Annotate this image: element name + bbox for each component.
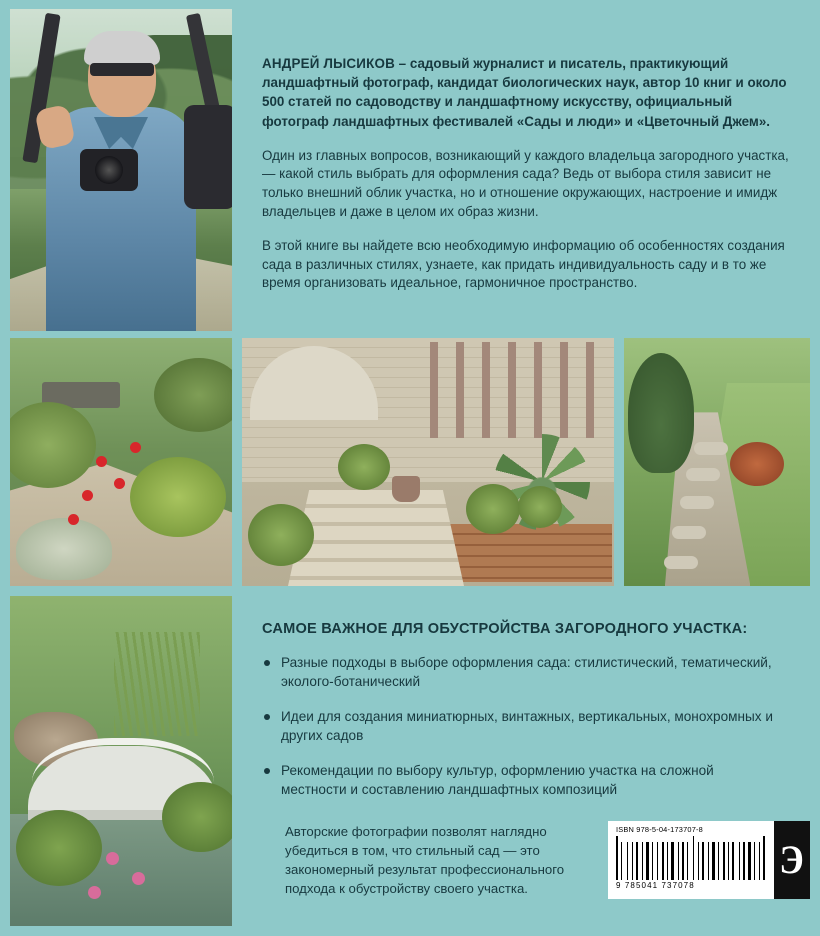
box-ball-shrub [518,486,562,528]
shrub [338,444,390,490]
poppy-flower [96,456,107,467]
ean-digits: 9 785041 737078 [616,881,695,890]
garden-white-bridge-photo [10,596,232,926]
author-intro-text: – садовый журналист и писатель, практикующий ландшафтный фотограф, кандидат биологических наук, автор 10 книг и около 500 статей по садоводству и ландшафтному искусству, официальный фотограф ландшафтных фестивалей «Сады и люди» и «Цветочный Джем». [262,56,787,129]
camera-bag [184,105,232,209]
shrub [162,782,232,852]
barcode-area [608,821,774,899]
garden-border-flowers-photo [10,338,232,586]
pink-flower [132,872,145,885]
silver-foliage-plant [16,518,112,580]
conifer-tree [628,353,694,473]
stepping-stone [680,496,714,509]
shrub [16,810,102,886]
stepping-stone [686,468,720,481]
camera [80,149,138,191]
author-hair [84,31,160,65]
sunglasses-icon [90,63,154,76]
author-description-block [262,54,794,309]
pergola [430,342,610,438]
barcode-bars [616,836,768,880]
publisher-logo [774,821,810,899]
author-name: АНДРЕЙ ЛЫСИКОВ [262,56,395,71]
feature-item: Разные подходы в выборе оформления сада: стилистический, тематический, эколого-ботанический [262,653,782,691]
stone-steps [288,490,464,586]
stepping-stone [694,442,728,455]
poppy-flower [130,442,141,453]
intro-paragraph-1: Один из главных вопросов, возникающий у каждого владельца загородного участка, — какой стиль выбрать для оформления сада? Ведь от выбора стиля зависит не только внешний облик участка, но и отношение окружающих, настроение и имидж владельцев и даже в целом их образ жизни. [262,147,789,219]
shrub [154,358,232,432]
terracotta-pot [392,476,420,502]
author-intro-paragraph [262,54,794,131]
garden-stone-path-photo [624,338,810,586]
stepping-stone [672,526,706,539]
shrub [248,504,314,566]
feature-item: Рекомендации по выбору культур, оформлению участка на сложной местности и составлению ландшафтных композиций [262,761,782,799]
ornamental-grass [114,632,200,736]
feature-item: Идеи для создания миниатюрных, винтажных, вертикальных, монохромных и других садов [262,707,782,745]
poppy-flower [68,514,79,525]
brick-retaining-wall [440,524,612,582]
box-ball-shrub [466,484,520,534]
intro-paragraph-2: В этой книге вы найдете всю необходимую информацию об особенностях создания сада в различных стилях, узнаете, как придать индивидуальность саду и в то же время организовать идеальное, гармоничное пространство. [262,238,785,291]
garden-terrace-steps-photo [242,338,614,586]
stepping-stone [664,556,698,569]
shirt-collar [94,117,148,149]
barcode-block [608,821,810,899]
poppy-flower [114,478,125,489]
isbn-text: ISBN 978-5-04-173707-8 [616,825,703,834]
features-heading: САМОЕ ВАЖНОЕ ДЛЯ ОБУСТРОЙСТВА ЗАГОРОДНОГО УЧАСТКА: [262,621,748,637]
author-portrait-photo [10,9,232,331]
pink-flower [88,886,101,899]
publisher-logo-glyph: Э [779,837,805,882]
pink-flower [106,852,119,865]
poppy-flower [82,490,93,501]
shrub [130,457,226,537]
closing-paragraph: Авторские фотографии позволят наглядно убедиться в том, что стильный сад — это закономерный результат профессионального подхода к обустройству своего участка. [285,824,565,896]
red-foliage-shrub [730,442,784,486]
key-features-block [262,621,782,815]
